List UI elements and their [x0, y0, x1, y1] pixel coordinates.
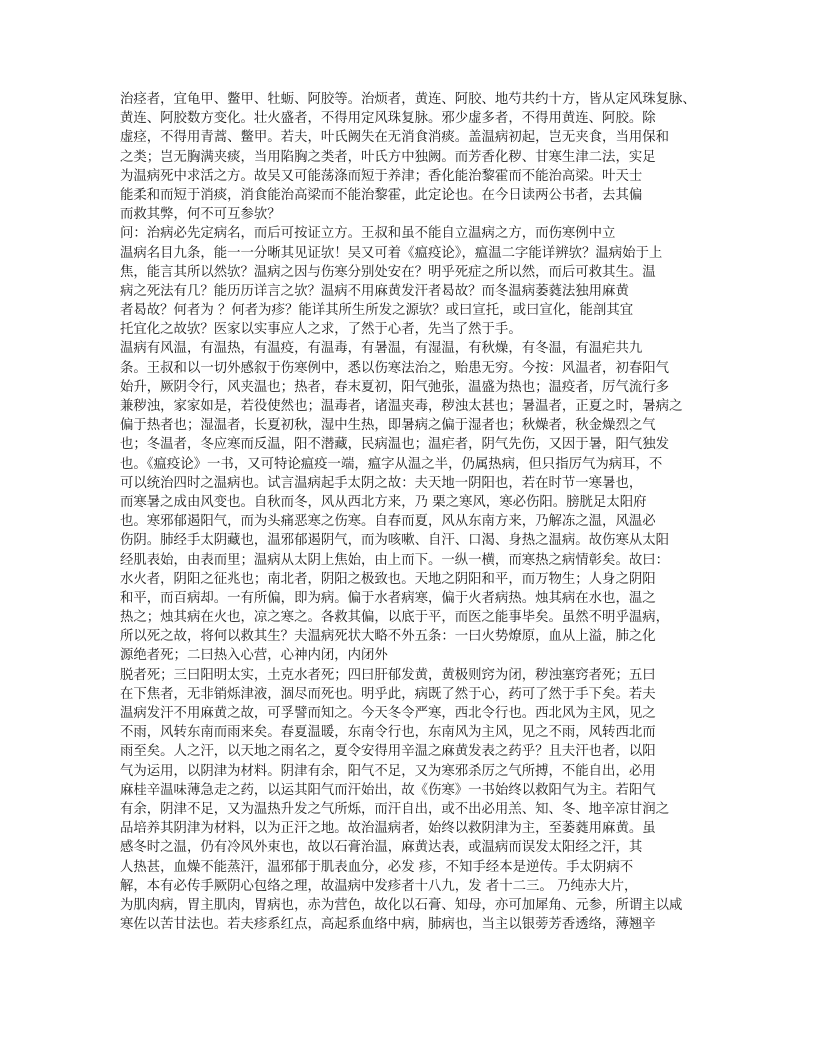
text-line: 为肌肉病，胃主肌肉，胃病也，赤为营色，故化以石膏、知母，亦可加犀角、元参，所谓主以咸	[120, 897, 683, 913]
text-line: 品培养其阴津为材料，以为正汗之地。故治温病者，始终以救阴津为主，至萎蕤用麻黄。虽	[120, 821, 656, 837]
text-line: 热之；烛其病在火也，凉之寒之。各救其偏，以底于平，而医之能事毕矣。虽然不明乎温病，	[120, 610, 670, 626]
text-line: 兼秽浊，家家如是，若役使然也；温毒者，诸温夹毒，秽浊太甚也；暑温者，正夏之时，暑病之	[120, 399, 683, 414]
text-line: 有余，阴津不足，又为温热升发之气所烁，而汗自出，或不出必用羔、知、冬、地辛凉甘润之	[120, 801, 670, 817]
text-line: 病之死法有几？能历历详言之欤？温病不用麻黄发汗者曷故？而冬温病萎蕤法独用麻黄	[120, 283, 629, 299]
text-line: 源绝者死；二曰热入心营，心神内闭，内闭外	[120, 648, 388, 664]
text-line: 之类；岂无胸满夹痰，当用陷胸之类者，叶氏方中独阙。而芳香化秽、甘寒生津二法，实足	[120, 149, 656, 165]
text-line: 温病名目九条，能一一分晰其见证欤！吴又可着《瘟疫论》，瘟温二字能详辨欤？温病始于上	[120, 245, 663, 261]
text-line: 温病有风温，有温热，有温疫，有温毒，有暑温，有湿温，有秋燥，有冬温，有温疟共九	[120, 341, 643, 357]
text-line: 为温病死中求活之方。故吴又可能荡涤而短于养津；香化能治黎霍而不能治高梁。叶天士	[120, 168, 643, 184]
text-line: 也；冬温者，冬应寒而反温，阳不潜藏，民病温也；温疟者，阴气先伤，又因于暑，阳气独发	[120, 437, 670, 453]
text-line: 水火者，阴阳之征兆也；南北者，阴阳之极致也。天地之阴阳和平，而万物生；人身之阴阳	[120, 571, 656, 587]
text-line: 人热甚，血燥不能蒸汗，温邪郁于肌表血分，必发 疹，不知手经本是逆传。手太阴病不	[120, 859, 634, 875]
text-line: 不雨，风转东南而雨来矣。春夏温暖，东南令行也，东南风为主风，见之不雨，风转西北而	[120, 725, 656, 741]
text-line: 也。《瘟疫论》一书，又可特论瘟疫一端，瘟字从温之半，仍属热病，但只指厉气为病耳，不	[120, 456, 663, 472]
text-line: 气为运用，以阴津为材料。阴津有余，阳气不足，又为寒邪杀厉之气所搏，不能自出，必用	[120, 763, 656, 779]
text-line: 者曷故？何者为 ？何者为疹？能详其所生所发之源欤？或曰宣托，或曰宣化，能剖其宜	[120, 303, 634, 319]
document-body	[120, 90, 720, 934]
text-line: 条。王叔和以一切外感叙于伤寒例中，悉以伤寒法治之，贻患无穷。今按：风温者，初春阳气	[120, 360, 670, 376]
text-line: 而救其弊，何不可互参欤？	[120, 207, 281, 223]
text-line: 脱者死；三曰阳明太实，土克水者死；四曰肝郁发黄，黄极则窍为闭，秽浊塞窍者死；五曰	[120, 667, 656, 683]
text-line: 偏于热者也；湿温者，长夏初秋，湿中生热，即暑病之偏于湿者也；秋燥者，秋金燥烈之气	[120, 418, 656, 434]
text-line: 虚痉，不得用青蒿、鳖甲。若夫，叶氏阙失在无消食消痰。盖温病初起，岂无夹食，当用保和	[120, 130, 670, 146]
text-line: 寒佐以苦甘法也。若夫疹系红点，高起系血络中病，肺病也，当主以银蒡芳香透络，薄翘辛	[120, 917, 656, 933]
text-line: 雨至矣。人之汗，以天地之雨名之，夏令安得用辛温之麻黄发表之药乎？且夫汗也者，以阳	[120, 744, 656, 760]
text-line: 治痉者，宜龟甲、鳖甲、牡蛎、阿胶等。治烦者，黄连、阿胶、地芍共约十方，皆从定风珠复脉、	[120, 92, 696, 107]
text-line: 温病发汗不用麻黄之故，可孚譬而知之。今天冬令严寒，西北令行也。西北风为主风，见之	[120, 706, 656, 721]
text-line: 黄连、阿胶数方变化。壮火盛者，不得用定风珠复脉。邪少虚多者，不得用黄连、阿胶。除	[120, 111, 656, 127]
text-line: 解，本有必传手厥阴心包络之理，故温病中发疹者十八九，发 者十二三。 乃纯赤大片，	[120, 878, 638, 894]
text-line: 经肌表始，由表而里；温病从太阴上焦始，由上而下。一纵一横，而寒热之病情彰矣。故曰：	[120, 552, 670, 568]
text-line: 麻桂辛温味薄急走之药，以运其阳气而汗始出，故《伤寒》一书始终以救阳气为主。若阳气	[120, 782, 656, 798]
text-line: 和平，而百病却。一有所偏，即为病。偏于水者病寒，偏于火者病热。烛其病在水也，温之	[120, 590, 656, 606]
text-line: 始升，厥阴令行，风夹温也；热者，春末夏初，阳气弛张，温盛为热也；温疫者，厉气流行多	[120, 379, 670, 395]
text-line: 伤阴。肺经手太阴藏也，温邪郁遏阴气，而为咳嗽、自汗、口渴、身热之温病。故伤寒从太阳	[120, 533, 670, 549]
text-line: 感冬时之温，仍有冷风外束也，故以石膏治温，麻黄达表，或温病而误发太阳经之汗，其	[120, 840, 643, 856]
text-line: 托宜化之故欤？医家以实事应人之求，了然于心者，先当了然于手。	[120, 322, 522, 338]
text-line: 也。寒邪郁遏阳气，而为头痛恶寒之伤寒。自春而夏，风从东南方来，乃解冻之温，风温必	[120, 514, 656, 530]
text-line: 问：治病必先定病名，而后可按证立方。王叔和虽不能自立温病之方，而伤寒例中立	[120, 226, 616, 242]
text-line: 可以统治四时之温病也。试言温病起手太阴之故：夫天地一阴阳也，若在时节一寒暑也，	[120, 475, 643, 491]
text-line: 能柔和而短于消痰，消食能治高梁而不能治黎霍，此定论也。在今日读两公书者，去其偏	[120, 187, 643, 203]
text-line: 而寒暑之成由风变也。自秋而冬，风从西北方来，乃 栗之寒风，寒必伤阳。膀胱足太阳府	[120, 494, 647, 510]
text-line: 焦，能言其所以然欤？温病之因与伤寒分别处安在？明乎死症之所以然，而后可救其生。温	[120, 264, 656, 280]
text-line: 所以死之故，将何以救其生？夫温病死状大略不外五条：一曰火势燎原，血从上溢，肺之化	[120, 629, 656, 645]
text-line: 在下焦者，无非销烁津液，涸尽而死也。明乎此，病既了然于心，药可了然于手下矣。若夫	[120, 686, 656, 702]
